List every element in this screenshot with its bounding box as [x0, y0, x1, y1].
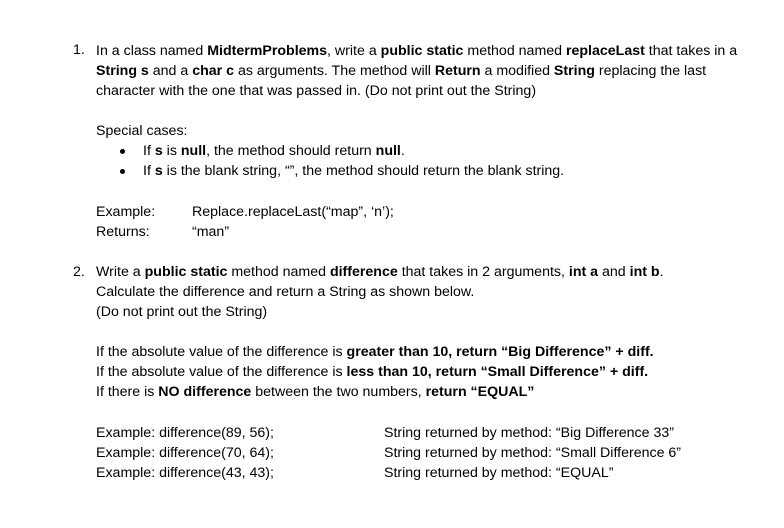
q2-example-call-2: Example: difference(70, 64);	[96, 445, 274, 461]
b1-g: .	[400, 143, 405, 159]
q2-rule-big	[96, 342, 654, 362]
q2-line-3: (Do not print out the String)	[96, 304, 268, 320]
q1-l1-method-name: replaceLast	[565, 43, 645, 59]
q2-l1-int-b: int b	[629, 264, 660, 280]
bullet-icon	[120, 169, 125, 174]
q2-line-2: Calculate the difference and return a String as shown below.	[96, 284, 475, 300]
q2-example-call-3: Example: difference(43, 43);	[96, 465, 274, 481]
b1-c: is	[162, 143, 181, 159]
q2-rule-equal	[96, 382, 534, 402]
q2-l1-c: method named	[227, 264, 330, 280]
q2-example-result-2: String returned by method: “Small Difference 6”	[384, 445, 682, 461]
special-case-blank	[143, 161, 564, 181]
q1-l2-f: a modified	[480, 63, 554, 79]
q1-example-label: Example:	[96, 204, 156, 220]
q1-example-value: Replace.replaceLast(“map”, ‘n’);	[192, 204, 394, 220]
bullet-icon	[120, 149, 125, 154]
q1-l2-return: Return	[434, 63, 481, 79]
q1-l1-e: method named	[463, 43, 566, 59]
q1-l1-modifier: public static	[380, 43, 464, 59]
special-case-null	[143, 141, 405, 161]
q2-l1-i: .	[659, 264, 664, 280]
q2-example-result-1: String returned by method: “Big Difference 33”	[384, 425, 674, 441]
rule1-a: If the absolute value of the difference is	[96, 344, 347, 360]
q1-returns-label: Returns:	[96, 224, 150, 240]
b1-a: If	[143, 143, 155, 159]
q1-l2-string: String	[553, 63, 595, 79]
q2-l1-a: Write a	[96, 264, 145, 280]
q2-l1-g: and	[598, 264, 630, 280]
rule3-a: If there is	[96, 384, 159, 400]
q1-l1-g: that takes in a	[644, 43, 738, 59]
b1-e: , the method should return	[206, 143, 376, 159]
q1-l1-c: , write a	[327, 43, 381, 59]
rule2-b: less than 10, return “Small Difference” + diff.	[346, 364, 649, 380]
b2-c: is the blank string, “”, the method should return the blank string.	[162, 163, 565, 179]
q1-l1-a: In a class named	[96, 43, 208, 59]
q1-line-3: character with the one that was passed in. (Do not print out the String)	[96, 83, 537, 99]
q1-line-2	[96, 61, 706, 81]
q1-l2-arg-c: char c	[192, 63, 235, 79]
q1-l2-arg-s: String s	[96, 63, 149, 79]
rule3-b: NO difference	[158, 384, 252, 400]
q1-l2-b: and a	[148, 63, 193, 79]
rule2-a: If the absolute value of the difference is	[96, 364, 347, 380]
b2-s: s	[154, 163, 163, 179]
q1-line-1	[96, 41, 737, 61]
b1-s: s	[154, 143, 163, 159]
q2-rule-small	[96, 362, 648, 382]
b2-a: If	[143, 163, 155, 179]
q2-l1-modifier: public static	[144, 264, 228, 280]
q1-l1-class-name: MidtermProblems	[207, 43, 328, 59]
rule3-c: between the two numbers,	[251, 384, 426, 400]
rule1-b: greater than 10, return “Big Difference” + diff.	[346, 344, 654, 360]
rule3-d: return “EQUAL”	[425, 384, 535, 400]
q1-l2-h: replacing the last	[594, 63, 707, 79]
b1-null-return: null	[375, 143, 401, 159]
q2-l1-method-name: difference	[329, 264, 398, 280]
question-2-number: 2.	[73, 264, 85, 280]
q1-l2-d: as arguments. The method will	[234, 63, 435, 79]
q2-example-call-1: Example: difference(89, 56);	[96, 425, 274, 441]
q2-l1-int-a: int a	[568, 264, 599, 280]
q1-returns-value: “man”	[192, 224, 230, 240]
question-1-number: 1.	[73, 42, 85, 58]
special-cases-heading: Special cases:	[96, 123, 188, 139]
q2-example-result-3: String returned by method: “EQUAL”	[384, 465, 614, 481]
q2-l1-e: that takes in 2 arguments,	[397, 264, 569, 280]
q2-line-1	[96, 262, 664, 282]
b1-null: null	[180, 143, 207, 159]
